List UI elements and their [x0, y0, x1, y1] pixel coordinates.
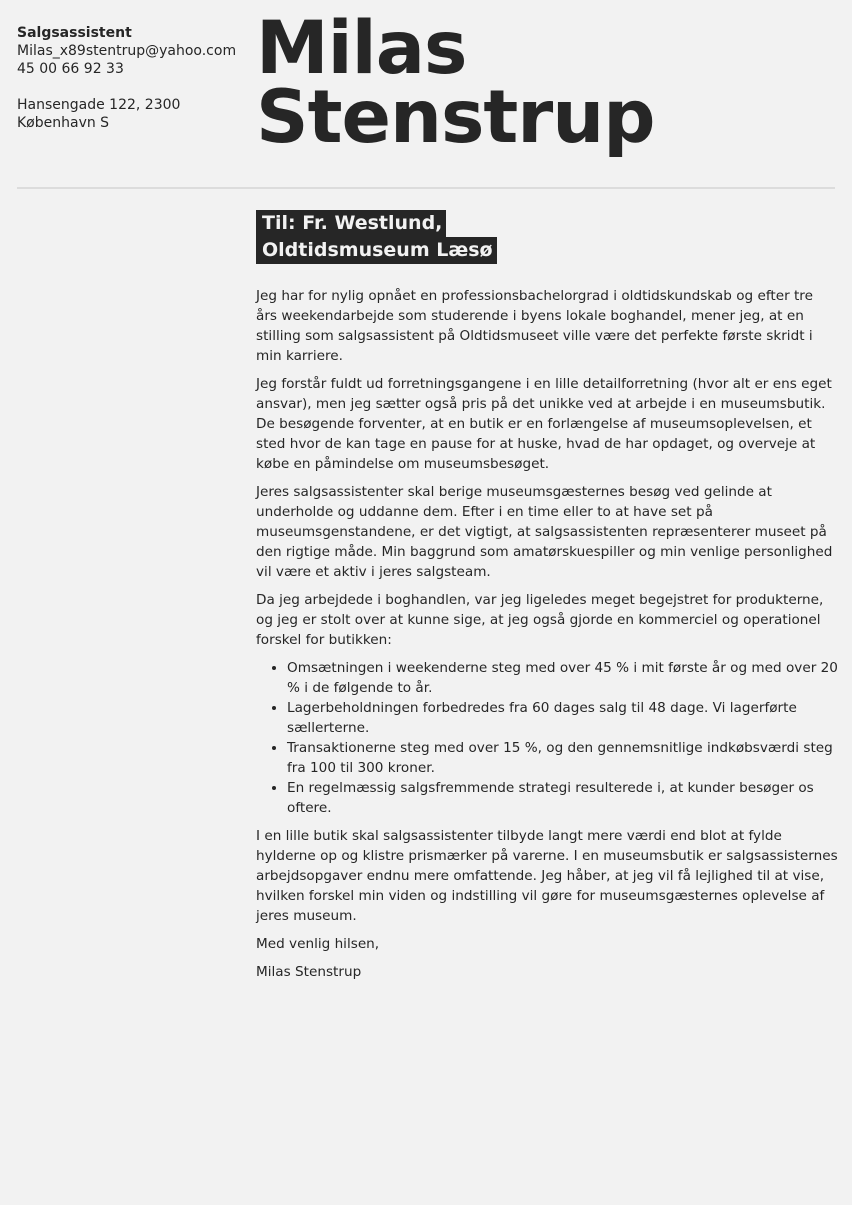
recipient-line-2: Oldtidsmuseum Læsø [256, 237, 497, 264]
last-name: Stenstrup [256, 75, 655, 160]
paragraph-5: I en lille butik skal salgsassistenter tilbyde langt mere værdi end blot at fylde hylderne op og klistre prismærker på varerne. I en museumsbutik er salgsassisternes arbejdsopgaver endnu mere omfattende. Jeg håber, at jeg vil få lejlighed til at vise, hvilken forskel min viden og indstilling vil gøre for museumsgæsternes oplevelse af jeres museum. [256, 828, 838, 924]
achievements-list [256, 658, 838, 818]
paragraph-2: Jeg forstår fuldt ud forretningsgangene i en lille detailforretning (hvor alt er ens eget ansvar), men jeg sætter også pris på det unikke ved at arbejde i en museumsbutik. De besøgende forventer, at en butik er en forlængelse af museumsoplevelsen, et sted hvor de kan tage en pause for at huske, hvad de har opdaget, og overveje at købe en påmindelse om museumsbesøget. [256, 376, 832, 472]
applicant-name [256, 6, 836, 160]
recipient-line-1: Til: Fr. Westlund, [256, 210, 446, 237]
list-item: • Omsætningen i weekenderne steg med over 45 % i mit første år og med over 20 % i de følgende to år. [287, 658, 838, 698]
letter-body [256, 286, 838, 990]
paragraph-3: Jeres salgsassistenter skal berige museumsgæsternes besøg ved gelinde at underholde og uddanne dem. Efter i en time eller to at have set på museumsgenstandene, er det vigtigt, at salgsassistenten repræsenterer museet på den rigtige måde. Min baggrund som amatørskuespiller og min venlige personlighed vil være et aktiv i jeres salgsteam. [256, 484, 833, 580]
paragraph-4: Da jeg arbejdede i boghandlen, var jeg ligeledes meget begejstret for produkterne, og jeg er stolt over at kunne sige, at jeg også gjorde en kommerciel og operationel forskel for butikken: [256, 592, 824, 648]
signature-text: Milas Stenstrup [256, 964, 362, 980]
header-divider [17, 187, 835, 189]
address-line-1: Hansengade 122, 2300 [17, 97, 181, 113]
list-item: • Transaktionerne steg med over 15 %, og den gennemsnitlige indkøbsværdi steg fra 100 til 300 kroner. [287, 738, 838, 778]
phone-text: 45 00 66 92 33 [17, 61, 124, 77]
paragraph-1: Jeg har for nylig opnået en professionsbachelorgrad i oldtidskundskab og efter tre års weekendarbejde som studerende i byens lokale boghandel, mener jeg, at en stilling som salgsassistent på Oldtidsmuseet ville være det perfekte første skridt i min karriere. [256, 288, 813, 364]
job-title: Salgsassistent [17, 25, 132, 41]
contact-block [17, 24, 242, 132]
recipient-block [256, 210, 497, 264]
email-text: Milas_x89stentrup@yahoo.com [17, 43, 237, 59]
list-item: • En regelmæssig salgsfremmende strategi resulterede i, at kunder besøger os oftere. [287, 778, 838, 818]
list-item: • Lagerbeholdningen forbedredes fra 60 dages salg til 48 dage. Vi lagerførte sællerterne. [287, 698, 838, 738]
first-name: Milas [256, 6, 467, 91]
closing-text: Med venlig hilsen, [256, 936, 380, 952]
address-line-2: København S [17, 115, 110, 131]
